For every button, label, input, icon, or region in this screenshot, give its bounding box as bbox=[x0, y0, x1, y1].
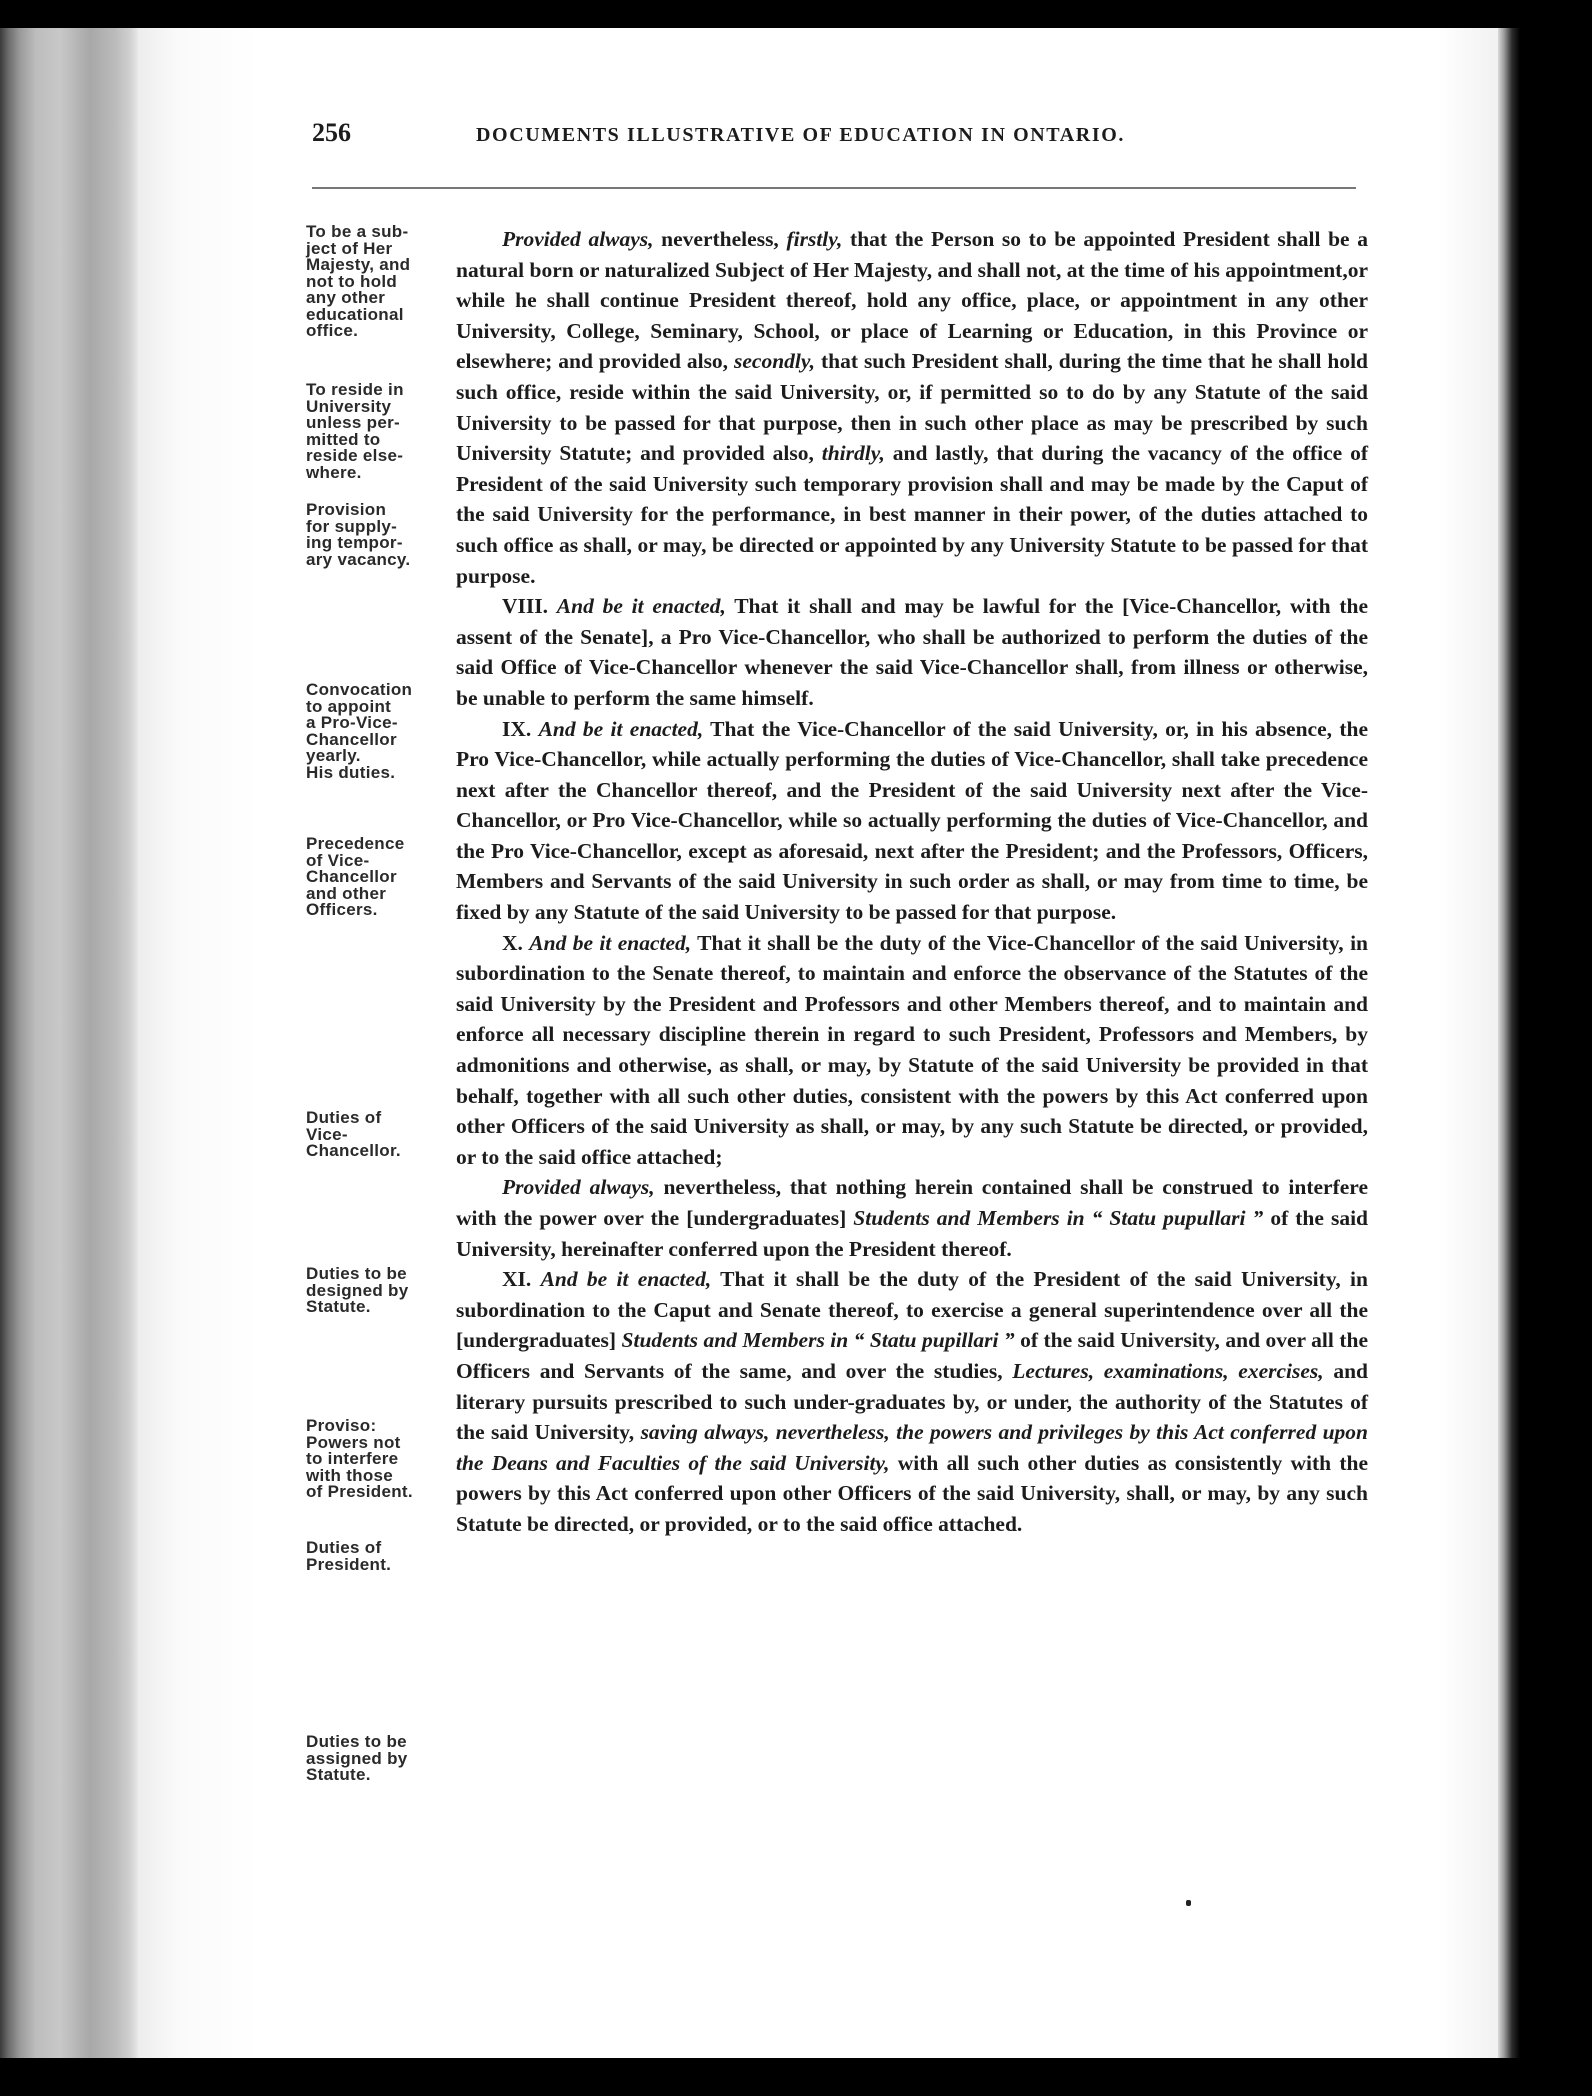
body-text bbox=[456, 224, 1368, 1540]
text-run: that the Person so to be appointed President shall be a natural born or naturalized Subject of Her Majesty, and shall not, at the time of his appointment,or while he shall continue President thereof, hold any office, place, or appointment in any other University, College, Seminary, School, or place of Learning or Education, in this Province or elsewhere; and provided also, bbox=[456, 227, 1368, 374]
italic-run: thirdly, bbox=[821, 441, 885, 466]
margin-note: Duties of Vice- Chancellor. bbox=[306, 1108, 401, 1160]
text-run: with all such other duties as consistently with the powers by this Act conferred upon other Officers of the said University, shall, or may, by any such Statute be directed, or provided, or to the said office attached. bbox=[456, 1450, 1368, 1536]
text-run: IX. bbox=[502, 716, 539, 741]
text-run: That it shall be the duty of the President of the said University, in subordination to the Caput and Senate thereof, to exercise a general superintendence over all the [undergraduates] bbox=[456, 1267, 1368, 1353]
italic-run: And be it enacted, bbox=[540, 1267, 712, 1292]
text-run: nevertheless, bbox=[653, 227, 787, 251]
scan-bottom-border bbox=[0, 2058, 1592, 2096]
margin-note: To reside in University unless per- mitted to reside else- where. bbox=[306, 380, 404, 482]
paragraph bbox=[456, 1172, 1368, 1264]
book-left-edge bbox=[0, 0, 138, 2096]
book-right-edge bbox=[1498, 0, 1592, 2096]
italic-run: Provided always, bbox=[502, 227, 654, 251]
margin-note: Duties of President. bbox=[306, 1538, 392, 1574]
ink-speck bbox=[1186, 1900, 1191, 1906]
paragraph bbox=[456, 714, 1368, 928]
header-rule bbox=[312, 187, 1356, 189]
running-title: DOCUMENTS ILLUSTRATIVE OF EDUCATION IN ONTARIO. bbox=[476, 124, 1125, 146]
margin-note: Convocation to appoint a Pro-Vice- Chancellor yearly. His duties. bbox=[306, 680, 413, 782]
text-run: That it shall be the duty of the Vice-Chancellor of the said University, in subordination to the Senate thereof, to maintain and enforce the observance of the Statutes of the said University by the President and Professors and other Members thereof, and to maintain and enforce all necessary discipline therein in regard to such President, Professors and Members, by admonitions and otherwise, as shall, or may, by Statute of the said University be provided in that behalf, together with all such other duties, consistent with the powers by this Act conferred upon other Officers of the said University as shall, or may, by any such Statute be directed, or provided, or to the said office attached; bbox=[456, 930, 1368, 1169]
paragraph bbox=[456, 591, 1368, 713]
italic-run: firstly, bbox=[786, 227, 843, 251]
italic-run: saving always, nevertheless, the powers and privileges by this Act conferred upon the Deans and Faculties of the said University, bbox=[456, 1420, 1368, 1475]
italic-run: Students and Members in “ Statu pupullari ” bbox=[853, 1206, 1264, 1230]
scan-top-border bbox=[0, 0, 1592, 28]
italic-run: And be it enacted, bbox=[529, 930, 692, 955]
text-run: and lastly, that during the vacancy of the office of President of the said University such temporary provision shall and may be made by the Caput of the said University for the performance, in best manner in their power, of the duties attached to such office as shall, or may, be directed or appointed by any University Statute to be passed for that purpose. bbox=[456, 441, 1368, 588]
margin-note: Precedence of Vice- Chancellor and other Officers. bbox=[306, 834, 405, 919]
text-run: and literary pursuits prescribed to such under-graduates by, or under, the authority of the Statutes of the said University, bbox=[456, 1358, 1369, 1445]
margin-note: Duties to be designed by Statute. bbox=[306, 1264, 409, 1316]
text-run: nevertheless, that nothing herein contained shall be construed to interfere with the power over the [undergraduates] bbox=[456, 1175, 1368, 1230]
italic-run: And be it enacted, bbox=[538, 716, 704, 741]
italic-run: Provided always, bbox=[502, 1175, 655, 1200]
paragraph bbox=[456, 928, 1368, 1173]
margin-note: Duties to be assigned by Statute. bbox=[306, 1732, 408, 1784]
margin-note: Provision for supply- ing tempor- ary vacancy. bbox=[306, 500, 411, 569]
margin-note: Proviso: Powers not to interfere with those of President. bbox=[306, 1416, 413, 1501]
italic-run: secondly, bbox=[734, 349, 816, 374]
paragraph bbox=[456, 1264, 1368, 1539]
page-number: 256 bbox=[312, 118, 351, 147]
text-run: VIII. bbox=[502, 594, 557, 619]
text-run: that such President shall, during the time that he shall hold such office, reside within the said University, or, if permitted so to do by any Statute of the said University to be passed for that purpose, then in such other place as may be prescribed by such University Statute; and provided also, bbox=[456, 349, 1369, 466]
text-run: of the said University, and over all the Officers and Servants of the same, and over the studies, bbox=[456, 1328, 1368, 1383]
margin-note: To be a sub- ject of Her Majesty, and not to hold any other educational office. bbox=[306, 222, 411, 340]
text-run: That it shall and may be lawful for the [Vice-Chancellor, with the assent of the Senate], a Pro Vice-Chancellor, who shall be authorized to perform the duties of the said Office of Vice-Chancellor whenever the said Vice-Chancellor shall, from illness or otherwise, be unable to perform the same himself. bbox=[456, 594, 1368, 710]
text-run: XI. bbox=[502, 1267, 541, 1292]
text-run: of the said University, hereinafter conferred upon the President thereof. bbox=[456, 1206, 1369, 1261]
text-run: X. bbox=[502, 930, 530, 955]
italic-run: And be it enacted, bbox=[556, 594, 726, 619]
text-run: That the Vice-Chancellor of the said University, or, in his absence, the Pro Vice-Chancellor, while actually performing the duties of Vice-Chancellor, shall take precedence next after the Chancellor thereof, and the President of the said University next after the Vice-Chancellor, or Pro Vice-Chancellor, while so actually performing the duties of Vice-Chancellor, and the Pro Vice-Chancellor, except as aforesaid, next after the President; and the Professors, Officers, Members and Servants of the said University in such order as shall, or may from time to time, be fixed by any Statute of the said University to be passed for that purpose. bbox=[456, 716, 1368, 925]
paragraph bbox=[456, 224, 1368, 591]
italic-run: Students and Members in “ Statu pupillari ” bbox=[621, 1328, 1015, 1353]
italic-run: Lectures, examinations, exercises, bbox=[1012, 1358, 1324, 1383]
